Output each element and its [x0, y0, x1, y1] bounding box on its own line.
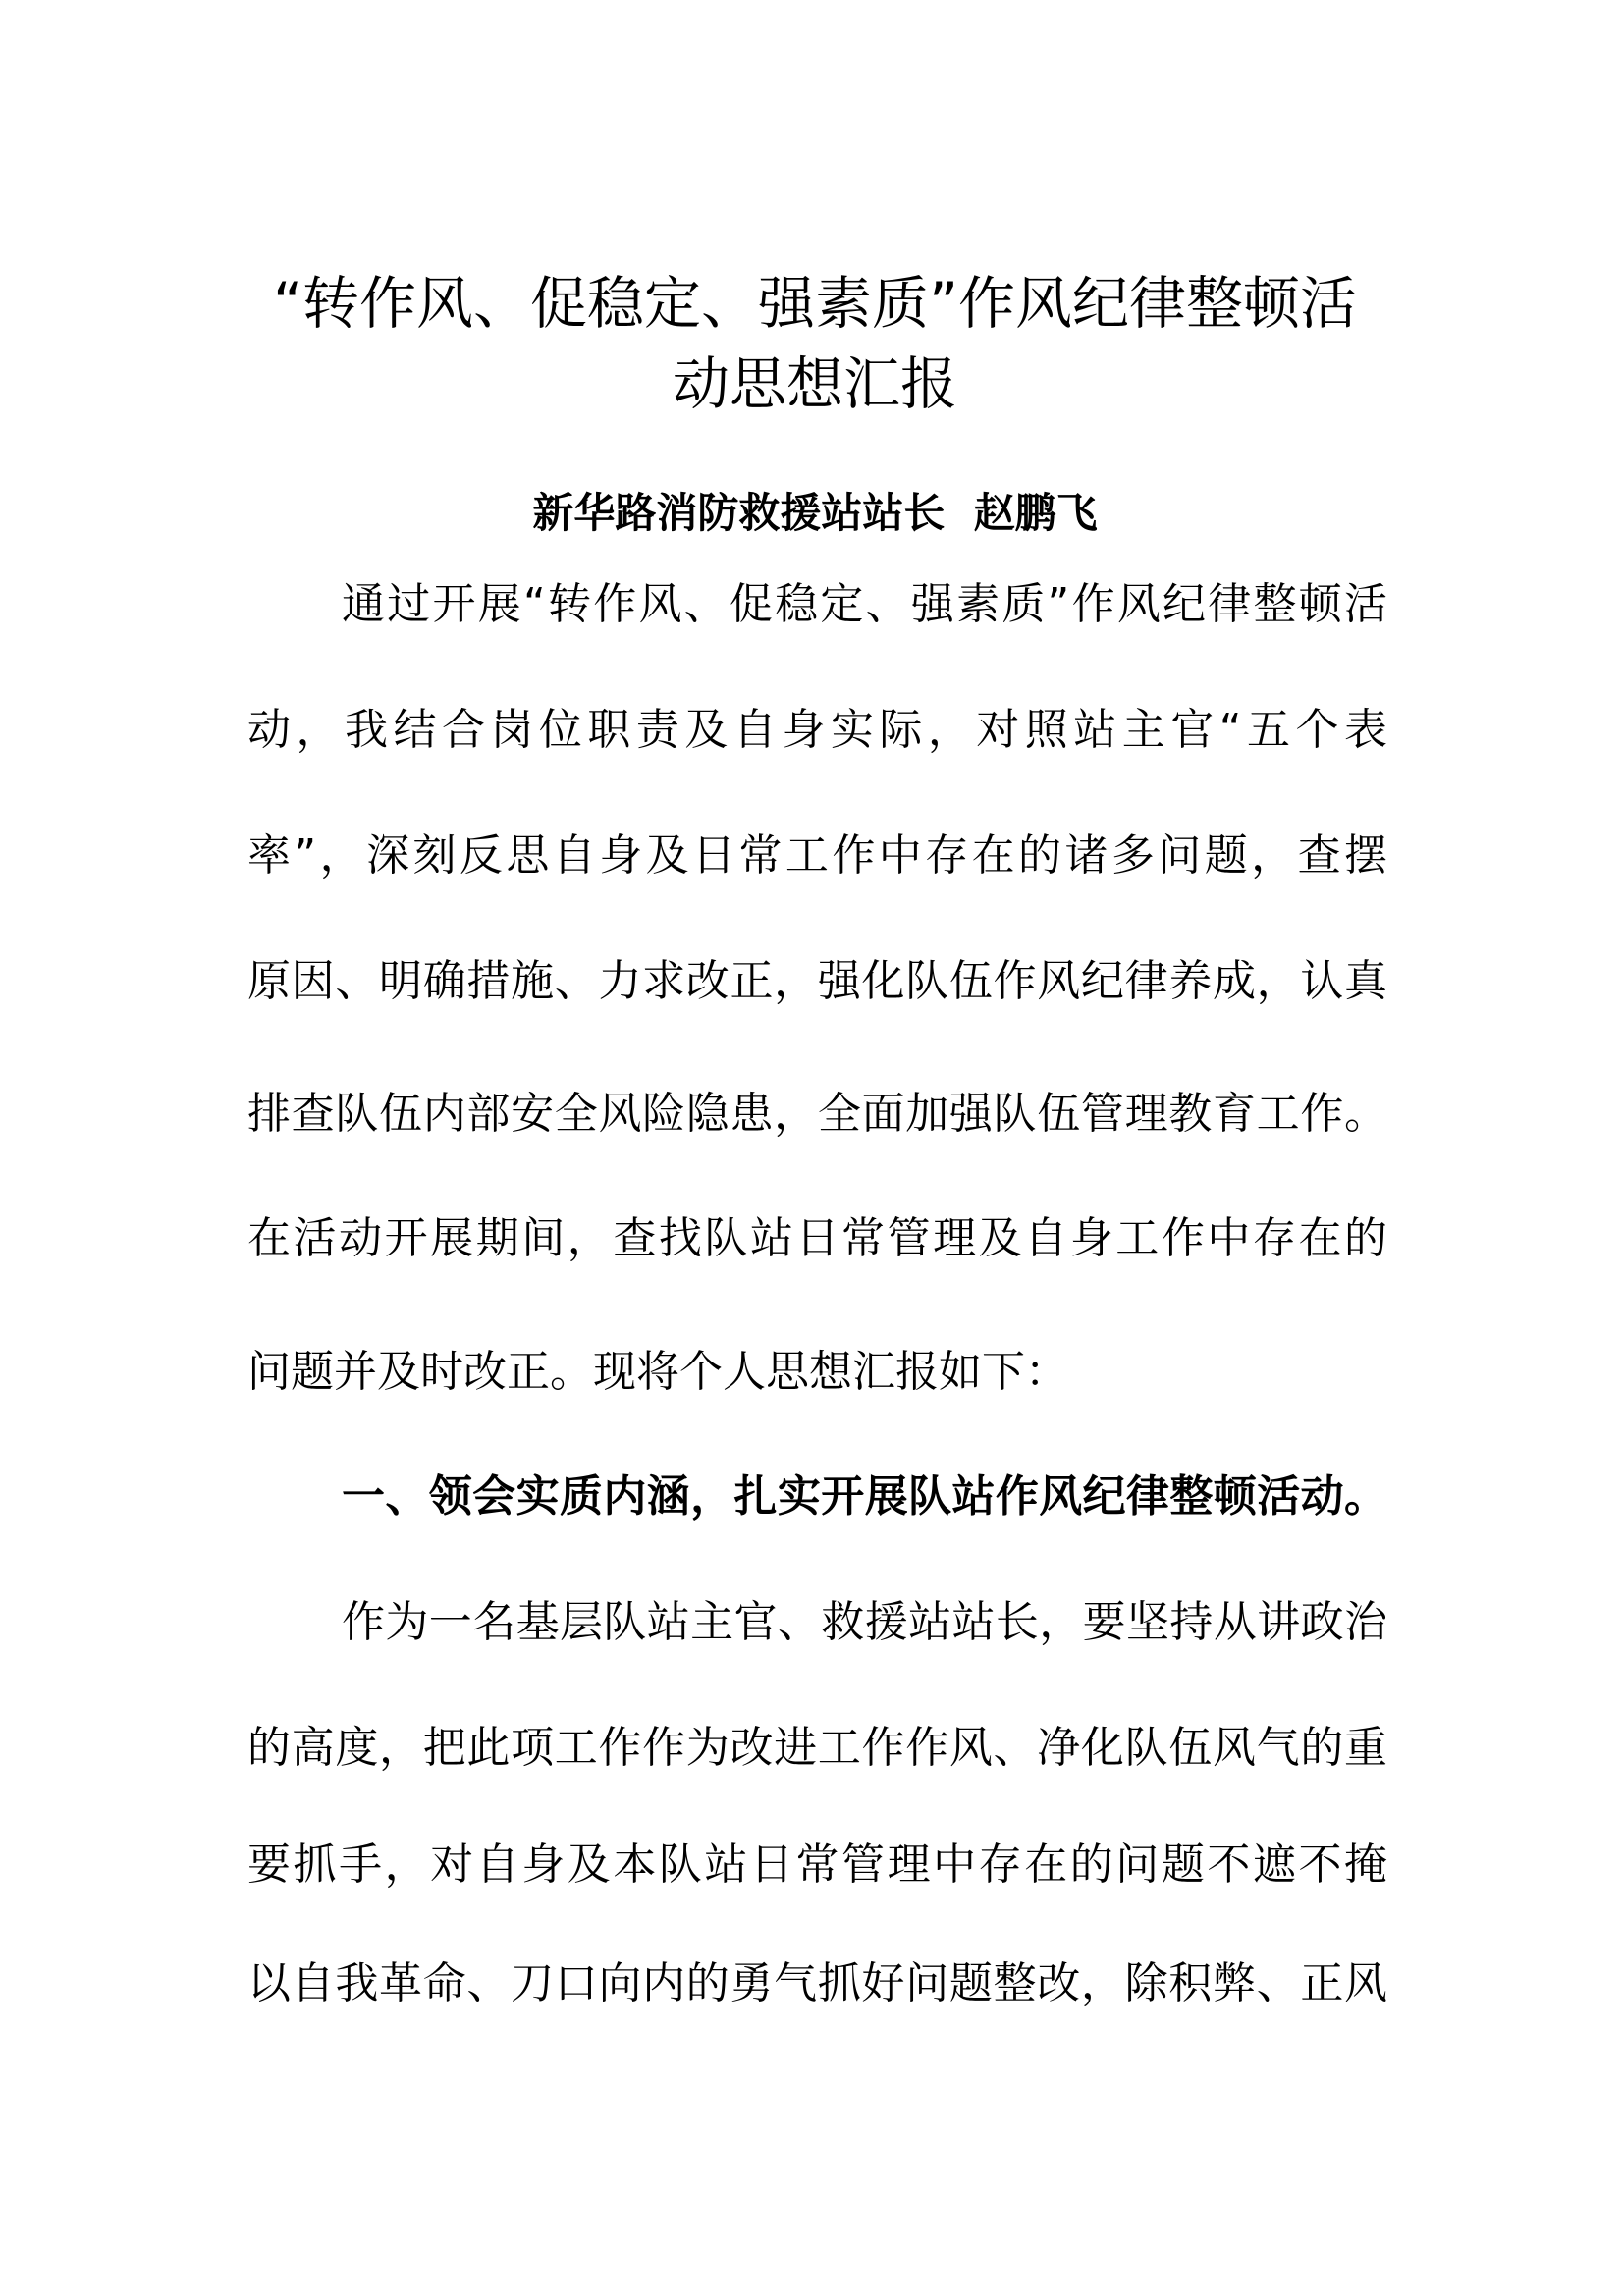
- paragraph-line: 通过开展“转作风、促稳定、强素质”作风纪律整顿活: [342, 579, 1387, 629]
- paragraph-line: 以自我革命、刀口向内的勇气抓好问题整改，除积弊、正风: [247, 1958, 1387, 2008]
- paragraph-line: 动，我结合岗位职责及自身实际，对照站主官“五个表: [247, 705, 1387, 755]
- paragraph-line: 作为一名基层队站主官、救援站站长，要坚持从讲政治: [342, 1597, 1387, 1647]
- paragraph-line: 要抓手，对自身及本队站日常管理中存在的问题不遮不掩: [247, 1840, 1387, 1890]
- author-line: 新华路消防救援站站长 赵鹏飞: [532, 489, 1098, 537]
- paragraph-line: 在活动开展期间，查找队站日常管理及自身工作中存在的: [247, 1213, 1387, 1263]
- paragraph-line: 率”，深刻反思自身及日常工作中存在的诸多问题，查摆: [247, 830, 1387, 881]
- section-heading: 一、领会实质内涵，扎实开展队站作风纪律整顿活动。: [342, 1471, 1387, 1522]
- paragraph-line: 排查队伍内部安全风险隐患，全面加强队伍管理教育工作。: [247, 1089, 1387, 1139]
- paragraph-line: 的高度，把此项工作作为改进工作作风、净化队伍风气的重: [247, 1723, 1387, 1773]
- paragraph-line: 原因、明确措施、力求改正，强化队伍作风纪律养成，认真: [247, 956, 1387, 1006]
- document-title-line-1: “转作风、促稳定、强素质”作风纪律整顿活: [272, 270, 1358, 337]
- paragraph-line: 问题并及时改正。现将个人思想汇报如下：: [247, 1347, 1068, 1397]
- document-title-line-2: 动思想汇报: [672, 350, 957, 417]
